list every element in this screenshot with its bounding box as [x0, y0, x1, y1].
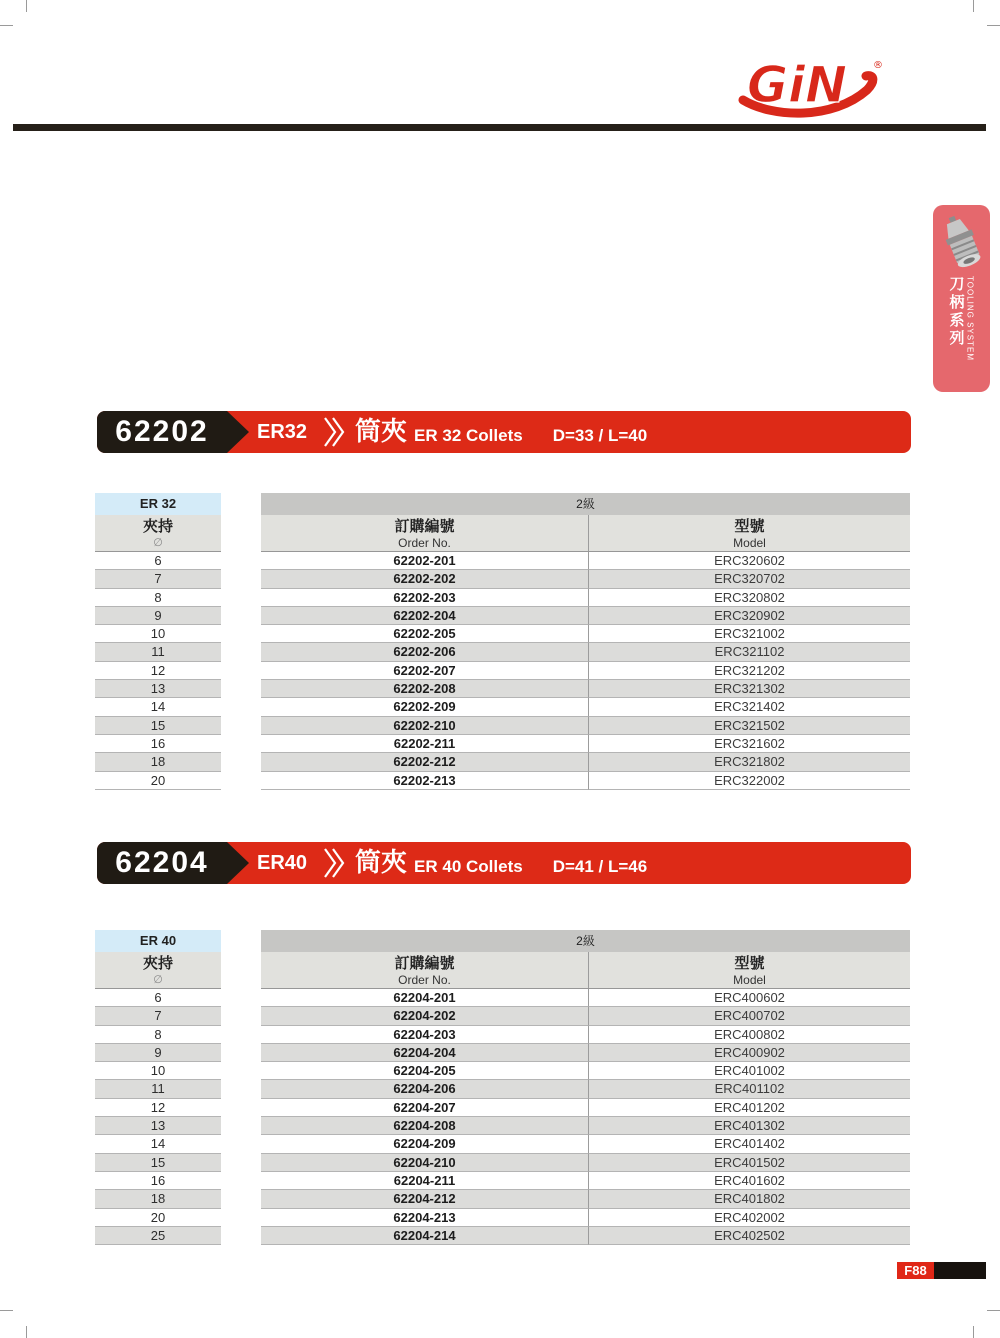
row-model: ERC401402 — [589, 1135, 910, 1153]
column-gap — [221, 1135, 261, 1153]
table-row — [95, 1135, 910, 1153]
row-order-no: 62204-201 — [261, 989, 589, 1007]
row-diameter: 10 — [95, 625, 221, 643]
crop-mark — [0, 1310, 13, 1311]
diameter-symbol: ∅ — [153, 536, 163, 549]
crop-mark — [973, 0, 974, 12]
row-order-no: 62202-208 — [261, 680, 589, 698]
row-order-no: 62204-209 — [261, 1135, 589, 1153]
table-row — [95, 1062, 910, 1080]
table-row — [95, 570, 910, 588]
column-gap — [221, 772, 261, 790]
row-model: ERC401802 — [589, 1190, 910, 1208]
row-order-no: 62202-206 — [261, 643, 589, 661]
row-diameter: 7 — [95, 570, 221, 588]
order-no-label-en: Order No. — [398, 972, 451, 987]
diameter-header-cell — [95, 952, 221, 989]
table-header-row-1 — [95, 930, 910, 952]
table-row — [95, 753, 910, 771]
table-row — [95, 1172, 910, 1190]
side-tab-label-zh: 刀柄系列 — [947, 276, 965, 348]
column-gap — [221, 643, 261, 661]
model-label-zh: 型號 — [734, 955, 765, 972]
column-gap — [221, 930, 261, 952]
row-order-no: 62204-211 — [261, 1172, 589, 1190]
column-gap — [221, 1172, 261, 1190]
row-diameter: 18 — [95, 1190, 221, 1208]
row-order-no: 62202-209 — [261, 698, 589, 716]
row-diameter: 12 — [95, 1099, 221, 1117]
diameter-label-zh: 夾持 — [142, 518, 173, 535]
row-model: ERC321302 — [589, 680, 910, 698]
row-model: ERC401302 — [589, 1117, 910, 1135]
table-header-row-1 — [95, 493, 910, 515]
column-gap — [221, 1007, 261, 1025]
row-model: ERC320602 — [589, 552, 910, 570]
section-title-zh: 筒夾 — [355, 416, 408, 446]
row-diameter: 14 — [95, 698, 221, 716]
table-row — [95, 552, 910, 570]
crop-mark — [973, 1326, 974, 1338]
side-tab-labels — [949, 276, 975, 361]
row-diameter: 16 — [95, 735, 221, 753]
series-label: ER40 — [257, 851, 308, 874]
table-row — [95, 662, 910, 680]
tool-holder-icon — [938, 212, 986, 274]
code-arrow-shape — [227, 842, 249, 884]
banner-content — [257, 842, 903, 884]
table-row — [95, 1227, 910, 1245]
row-model: ERC402002 — [589, 1209, 910, 1227]
table-header-row-2 — [95, 515, 910, 552]
row-model: ERC401202 — [589, 1099, 910, 1117]
crop-mark — [26, 1326, 27, 1338]
column-gap — [221, 570, 261, 588]
row-model: ERC320702 — [589, 570, 910, 588]
row-order-no: 62202-207 — [261, 662, 589, 680]
order-no-label-zh: 訂購編號 — [394, 955, 455, 972]
section-title-zh: 筒夾 — [355, 847, 408, 877]
table-row — [95, 989, 910, 1007]
column-gap — [221, 1227, 261, 1245]
brand-logo — [733, 50, 891, 120]
row-diameter: 6 — [95, 989, 221, 1007]
row-model: ERC320902 — [589, 607, 910, 625]
row-model: ERC321202 — [589, 662, 910, 680]
row-model: ERC400602 — [589, 989, 910, 1007]
grade-header-cell: 2級 — [261, 493, 910, 515]
row-model: ERC401102 — [589, 1080, 910, 1098]
column-gap — [221, 717, 261, 735]
row-diameter: 11 — [95, 1080, 221, 1098]
row-model: ERC321002 — [589, 625, 910, 643]
model-label-en: Model — [733, 972, 766, 987]
row-order-no: 62202-213 — [261, 772, 589, 790]
section-banner-62204 — [97, 842, 911, 884]
table-row — [95, 735, 910, 753]
column-gap — [221, 625, 261, 643]
row-diameter: 6 — [95, 552, 221, 570]
order-no-label-zh: 訂購編號 — [394, 518, 455, 535]
crop-mark — [26, 0, 27, 12]
row-order-no: 62204-205 — [261, 1062, 589, 1080]
column-gap — [221, 662, 261, 680]
model-label-en: Model — [733, 535, 766, 550]
column-gap — [221, 552, 261, 570]
code-arrow-shape — [227, 411, 249, 453]
column-gap — [221, 753, 261, 771]
order-no-header-cell — [261, 952, 589, 989]
crop-mark — [0, 25, 13, 26]
gin-logo-icon — [733, 50, 891, 120]
table-row — [95, 717, 910, 735]
row-order-no: 62202-204 — [261, 607, 589, 625]
section-banner-62202 — [97, 411, 911, 453]
table-row — [95, 607, 910, 625]
row-order-no: 62202-212 — [261, 753, 589, 771]
table-row — [95, 1190, 910, 1208]
column-gap — [221, 1190, 261, 1208]
row-order-no: 62202-205 — [261, 625, 589, 643]
row-model: ERC321502 — [589, 717, 910, 735]
table-row — [95, 680, 910, 698]
series-header-cell: ER 40 — [95, 930, 221, 952]
model-header-cell — [589, 952, 910, 989]
section-dimensions: D=33 / L=40 — [552, 426, 648, 445]
row-order-no: 62204-207 — [261, 1099, 589, 1117]
section-dimensions: D=41 / L=46 — [552, 857, 648, 876]
double-chevron-icon — [323, 847, 345, 879]
row-diameter: 15 — [95, 717, 221, 735]
row-diameter: 11 — [95, 643, 221, 661]
row-model: ERC401002 — [589, 1062, 910, 1080]
column-gap — [221, 1026, 261, 1044]
row-order-no: 62204-206 — [261, 1080, 589, 1098]
row-diameter: 8 — [95, 1026, 221, 1044]
diameter-header-cell — [95, 515, 221, 552]
section-title-en: ER 40 Collets — [414, 857, 523, 876]
row-diameter: 15 — [95, 1154, 221, 1172]
row-order-no: 62202-210 — [261, 717, 589, 735]
row-order-no: 62202-203 — [261, 589, 589, 607]
row-order-no: 62202-211 — [261, 735, 589, 753]
diameter-symbol: ∅ — [153, 973, 163, 986]
diameter-label-zh: 夾持 — [142, 955, 173, 972]
row-diameter: 8 — [95, 589, 221, 607]
row-order-no: 62202-201 — [261, 552, 589, 570]
row-diameter: 14 — [95, 1135, 221, 1153]
table-row — [95, 1007, 910, 1025]
row-model: ERC321102 — [589, 643, 910, 661]
column-gap — [221, 1117, 261, 1135]
row-order-no: 62204-212 — [261, 1190, 589, 1208]
series-header-cell: ER 32 — [95, 493, 221, 515]
column-gap — [221, 952, 261, 989]
order-no-header-cell — [261, 515, 589, 552]
side-tab-tooling-system — [933, 205, 990, 392]
grade-header-cell: 2級 — [261, 930, 910, 952]
row-diameter: 12 — [95, 662, 221, 680]
row-order-no: 62202-202 — [261, 570, 589, 588]
table-row — [95, 1117, 910, 1135]
product-code: 62204 — [97, 842, 227, 884]
row-model: ERC321402 — [589, 698, 910, 716]
row-order-no: 62204-202 — [261, 1007, 589, 1025]
table-row — [95, 1080, 910, 1098]
row-diameter: 25 — [95, 1227, 221, 1245]
row-diameter: 9 — [95, 607, 221, 625]
row-model: ERC401602 — [589, 1172, 910, 1190]
table-row — [95, 1209, 910, 1227]
table-row — [95, 1026, 910, 1044]
double-chevron-icon — [323, 416, 345, 448]
column-gap — [221, 493, 261, 515]
svg-text:®: ® — [873, 60, 883, 71]
column-gap — [221, 589, 261, 607]
table-row — [95, 698, 910, 716]
row-diameter: 20 — [95, 772, 221, 790]
column-gap — [221, 735, 261, 753]
model-label-zh: 型號 — [734, 518, 765, 535]
column-gap — [221, 1080, 261, 1098]
row-diameter: 18 — [95, 753, 221, 771]
crop-mark — [987, 1310, 1000, 1311]
series-label: ER32 — [257, 420, 308, 443]
page-number-bar — [934, 1262, 986, 1279]
table-header-row-2 — [95, 952, 910, 989]
row-diameter: 9 — [95, 1044, 221, 1062]
row-diameter: 13 — [95, 1117, 221, 1135]
column-gap — [221, 989, 261, 1007]
table-row — [95, 772, 910, 790]
crop-mark — [987, 25, 1000, 26]
row-diameter: 10 — [95, 1062, 221, 1080]
row-model: ERC321802 — [589, 753, 910, 771]
row-order-no: 62204-204 — [261, 1044, 589, 1062]
product-code: 62202 — [97, 411, 227, 453]
row-model: ERC401502 — [589, 1154, 910, 1172]
table-row — [95, 1044, 910, 1062]
model-header-cell — [589, 515, 910, 552]
row-order-no: 62204-214 — [261, 1227, 589, 1245]
table-row — [95, 643, 910, 661]
row-diameter: 13 — [95, 680, 221, 698]
row-order-no: 62204-213 — [261, 1209, 589, 1227]
banner-content — [257, 411, 903, 453]
column-gap — [221, 607, 261, 625]
header-rule — [13, 124, 986, 131]
page-number: F88 — [897, 1262, 934, 1279]
column-gap — [221, 698, 261, 716]
column-gap — [221, 1044, 261, 1062]
table-row — [95, 625, 910, 643]
order-no-label-en: Order No. — [398, 535, 451, 550]
column-gap — [221, 515, 261, 552]
row-model: ERC321602 — [589, 735, 910, 753]
table-row — [95, 1154, 910, 1172]
column-gap — [221, 1209, 261, 1227]
row-diameter: 16 — [95, 1172, 221, 1190]
row-model: ERC402502 — [589, 1227, 910, 1245]
collet-table-er32 — [95, 493, 910, 790]
row-diameter: 20 — [95, 1209, 221, 1227]
row-order-no: 62204-203 — [261, 1026, 589, 1044]
side-tab-label-en: TOOLING SYSTEM — [965, 276, 975, 361]
column-gap — [221, 1154, 261, 1172]
row-model: ERC400802 — [589, 1026, 910, 1044]
svg-text:GiN: GiN — [747, 56, 848, 114]
column-gap — [221, 1062, 261, 1080]
collet-table-er40 — [95, 930, 910, 1245]
table-row — [95, 589, 910, 607]
row-model: ERC400902 — [589, 1044, 910, 1062]
column-gap — [221, 1099, 261, 1117]
row-diameter: 7 — [95, 1007, 221, 1025]
row-order-no: 62204-210 — [261, 1154, 589, 1172]
table-row — [95, 1099, 910, 1117]
page-number-strip — [897, 1262, 986, 1279]
section-title-en: ER 32 Collets — [414, 426, 523, 445]
column-gap — [221, 680, 261, 698]
row-model: ERC320802 — [589, 589, 910, 607]
row-order-no: 62204-208 — [261, 1117, 589, 1135]
row-model: ERC400702 — [589, 1007, 910, 1025]
row-model: ERC322002 — [589, 772, 910, 790]
